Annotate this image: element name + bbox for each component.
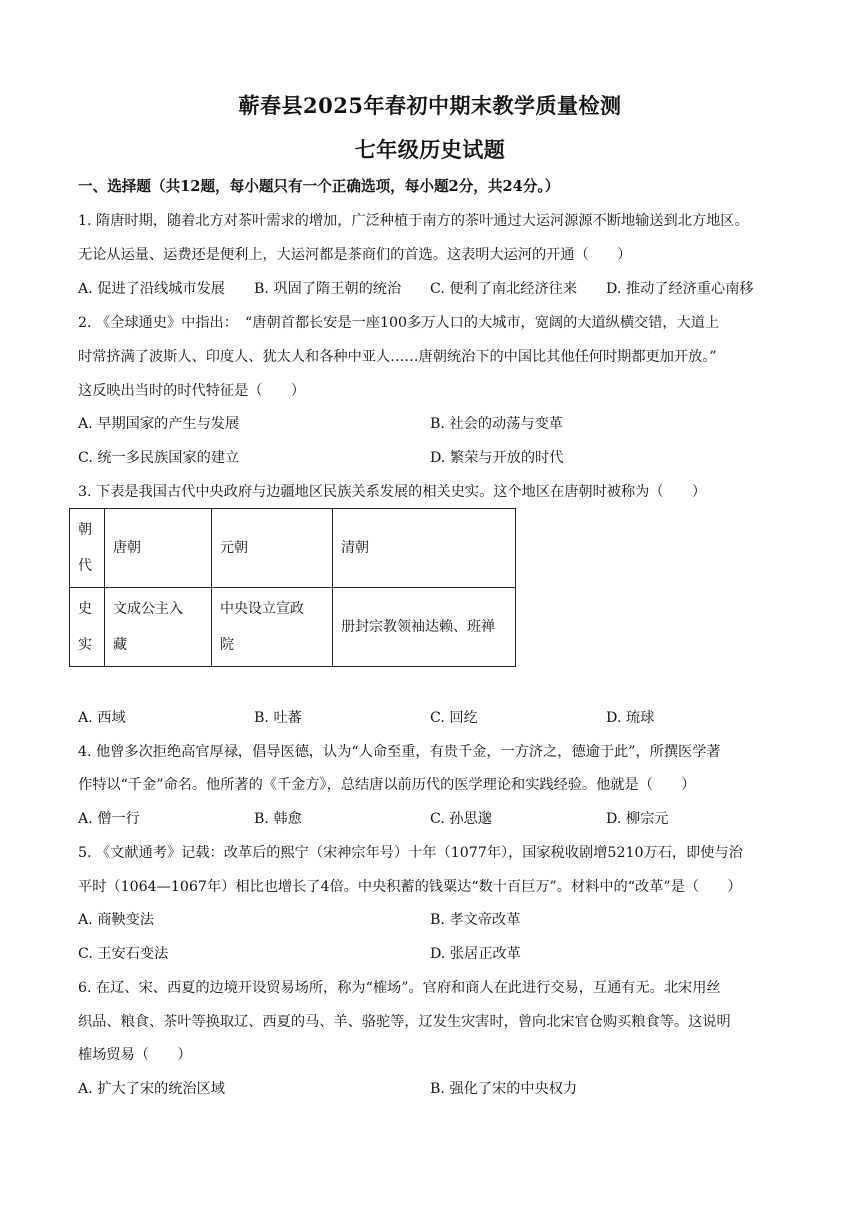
- table-cell: [70, 588, 105, 667]
- question-2-option-a: A. 早期国家的产生与发展: [78, 416, 240, 432]
- question-5-option-b: B. 孝文帝改革: [430, 912, 521, 928]
- question-4-option-d: D. 柳宗元: [606, 811, 669, 827]
- question-4-line-2: 作特以“千金”命名。他所著的《千金方》，总结唐以前历代的医学理论和实践经验。他就是（ ）: [78, 777, 696, 793]
- table-cell: [212, 588, 333, 667]
- question-6-option-a: A. 扩大了宋的统治区域: [78, 1081, 225, 1097]
- table-cell-text: 院: [220, 637, 234, 653]
- question-5-option-d: D. 张居正改革: [430, 946, 521, 962]
- question-2-option-c: C. 统一多民族国家的建立: [78, 450, 240, 466]
- question-4-option-b: B. 韩愈: [254, 811, 302, 827]
- section-heading: 一、选择题（共12题，每小题只有一个正确选项，每小题2分，共24分。）: [78, 178, 560, 195]
- question-2-option-b: B. 社会的动荡与变革: [430, 416, 563, 432]
- table-cell-text: 朝: [78, 522, 92, 538]
- table-cell: [105, 588, 212, 667]
- question-5-line-2: 平时（1064—1067年）相比也增长了4倍。中央积蓄的钱粟达“数十百巨万”。材料中的“改革”是（ ）: [78, 879, 742, 895]
- table-row: [70, 509, 516, 588]
- question-4-option-a: A. 僧一行: [78, 811, 140, 827]
- question-1-line-1: 1. 隋唐时期，随着北方对茶叶需求的增加，广泛种植于南方的茶叶通过大运河源源不断地输送到北方地区。: [78, 213, 749, 229]
- question-2-line-3: 这反映出当时的时代特征是（ ）: [78, 383, 306, 399]
- exam-title: 蕲春县2025年春初中期末教学质量检测: [238, 93, 622, 118]
- question-4-option-c: C. 孙思邈: [430, 811, 492, 827]
- question-5-line-1: 5. 《文献通考》记载：改革后的熙宁（宋神宗年号）十年（1077年），国家税收剧增5210万石，即使与治: [78, 845, 743, 861]
- question-1-option-c: C. 便利了南北经济往来: [430, 281, 578, 297]
- table-cell: 册封宗教领袖达赖、班禅: [333, 588, 516, 667]
- question-3-option-b: B. 吐蕃: [254, 710, 302, 726]
- question-6-line-1: 6. 在辽、宋、西夏的边境开设贸易场所，称为“榷场”。官府和商人在此进行交易，互通有无。北宋用丝: [78, 980, 721, 996]
- table-cell: [70, 509, 105, 588]
- question-6-line-2: 织品、粮食、茶叶等换取辽、西夏的马、羊、骆驼等，辽发生灾害时，曾向北宋官仓购买粮食等。这说明: [78, 1014, 731, 1030]
- question-1-line-2: 无论从运量、运费还是便利上，大运河都是茶商们的首选。这表明大运河的开通（ ）: [78, 247, 632, 263]
- question-2-line-1: 2. 《全球通史》中指出： “唐朝首都长安是一座100多万人口的大城市，宽阔的大道纵横交错，大道上: [78, 315, 720, 331]
- question-3-option-d: D. 琉球: [606, 710, 655, 726]
- table-cell-text: 代: [78, 558, 92, 574]
- exam-subtitle: 七年级历史试题: [354, 137, 506, 162]
- table-cell: 清朝: [333, 509, 516, 588]
- question-5-option-a: A. 商鞅变法: [78, 912, 155, 928]
- question-5-option-c: C. 王安石变法: [78, 946, 169, 962]
- question-3-option-a: A. 西域: [78, 710, 126, 726]
- question-4-line-1: 4. 他曾多次拒绝高官厚禄，倡导医德，认为“人命至重，有贵千金，一方济之，德逾于此”，所撰医学著: [78, 744, 721, 760]
- question-2-option-d: D. 繁荣与开放的时代: [430, 450, 564, 466]
- question-1-option-a: A. 促进了沿线城市发展: [78, 281, 225, 297]
- question-1-option-d: D. 推动了经济重心南移: [606, 281, 754, 297]
- table-cell: 唐朝: [105, 509, 212, 588]
- table-cell-text: 藏: [113, 637, 127, 653]
- question-3-option-c: C. 回纥: [430, 710, 478, 726]
- table-cell-text: 中央设立宣政: [220, 601, 304, 617]
- question-3-line-1: 3. 下表是我国古代中央政府与边疆地区民族关系发展的相关史实。这个地区在唐朝时被称为（ ）: [78, 484, 707, 500]
- history-table: [69, 508, 516, 667]
- question-6-option-b: B. 强化了宋的中央权力: [430, 1081, 578, 1097]
- table-cell-text: 史: [78, 601, 92, 617]
- question-2-line-2: 时常挤满了波斯人、印度人、犹太人和各种中亚人……唐朝统治下的中国比其他任何时期都更加开放。”: [78, 349, 717, 365]
- question-1-option-b: B. 巩固了隋王朝的统治: [254, 281, 402, 297]
- table-cell-text: 实: [78, 637, 92, 653]
- table-cell: 元朝: [212, 509, 333, 588]
- question-6-line-3: 榷场贸易（ ）: [78, 1047, 192, 1063]
- table-cell-text: 文成公主入: [113, 601, 183, 617]
- table-row: [70, 588, 516, 667]
